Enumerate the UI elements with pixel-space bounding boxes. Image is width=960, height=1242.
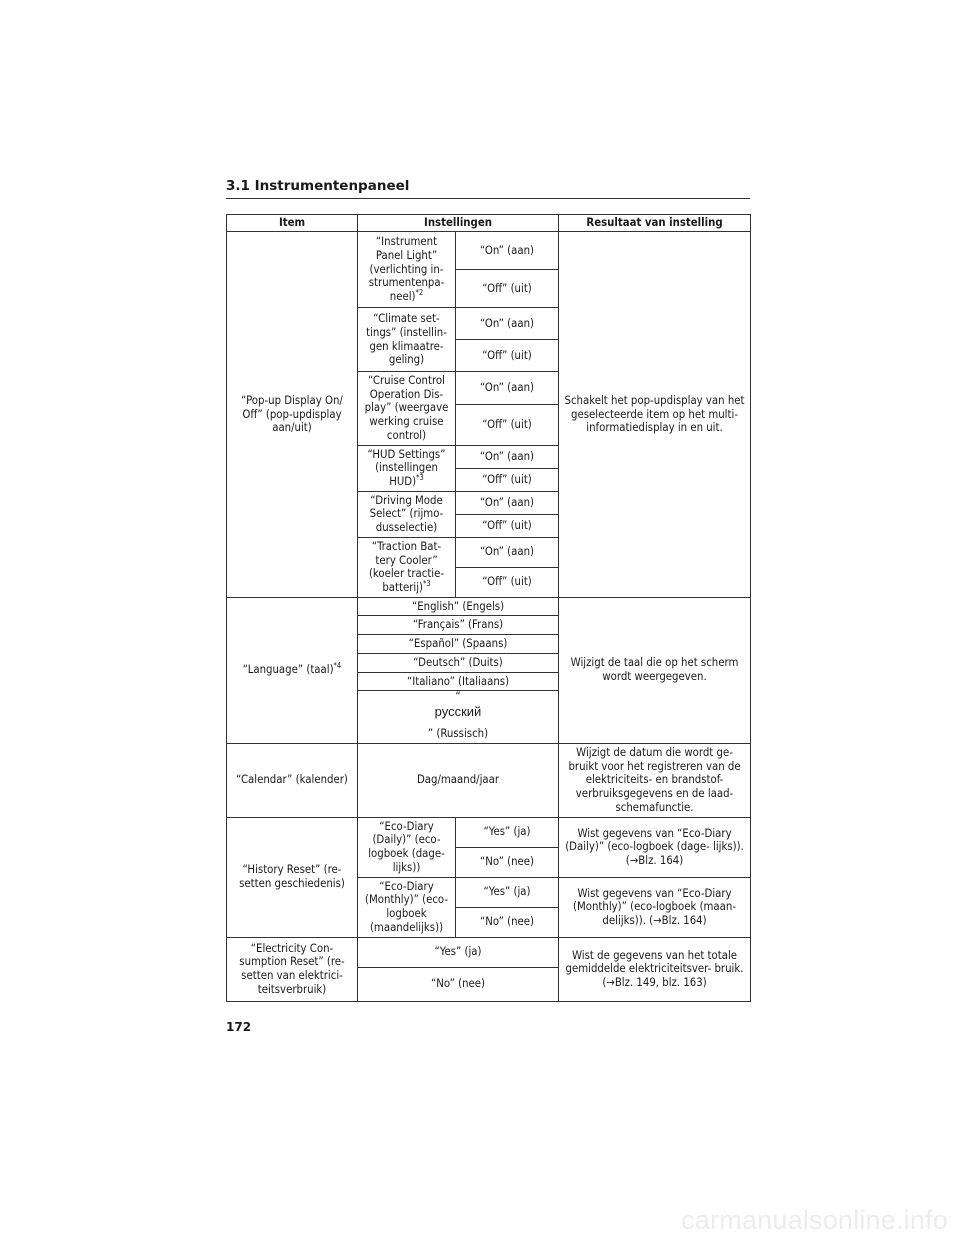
header-settings: Instellingen <box>358 215 559 232</box>
setting-on: “On” (aan) <box>456 372 559 405</box>
setting-on: “On” (aan) <box>456 445 559 468</box>
language-option: “Français” (Frans) <box>358 616 559 635</box>
popup-subitem: “Climate set- tings” (instellin- gen klimaatre- geling) <box>358 308 456 372</box>
calendar-item-cell: “Calendar” (kalender) <box>227 743 358 817</box>
language-item-cell: “Language” (taal)$^{*4}$ <box>227 597 358 743</box>
language-option: “Deutsch” (Duits) <box>358 653 559 672</box>
electricity-item-cell: “Electricity Con- sumption Reset” (re- setten van elektrici- teitsverbruik) <box>227 937 358 1001</box>
popup-subitem: “Cruise Control Operation Dis- play” (weergave werking cruise control) <box>358 372 456 446</box>
setting-off: “Off” (uit) <box>456 405 559 445</box>
table-row <box>227 597 751 616</box>
popup-result-cell: Schakelt het pop-updisplay van het geselecteerde item op het multi-informatiedisplay in en uit. <box>559 232 751 598</box>
language-option: “Italiano” (Italiaans) <box>358 672 559 691</box>
table-row <box>227 817 751 847</box>
language-option: “English” (Engels) <box>358 597 559 616</box>
language-result-cell: Wijzigt de taal die op het scherm wordt weergegeven. <box>559 597 751 743</box>
history-monthly-result: Wist gegevens van “Eco-Diary (Monthly)” (eco-logboek (maan- delijks)). (→Blz. 164) <box>559 877 751 937</box>
setting-off: “Off” (uit) <box>456 340 559 372</box>
setting-off: “Off” (uit) <box>456 468 559 491</box>
setting-on: “On” (aan) <box>456 232 559 270</box>
setting-off: “Off” (uit) <box>456 270 559 308</box>
setting-off: “Off” (uit) <box>456 567 559 597</box>
popup-subitem: “Instrument Panel Light” (verlichting in- strumentenpa- neel)$^{*2}$ <box>358 232 456 308</box>
setting-yes: “Yes” (ja) <box>456 817 559 847</box>
setting-off: “Off” (uit) <box>456 514 559 537</box>
table-row <box>227 232 751 270</box>
language-option: “Español” (Spaans) <box>358 635 559 654</box>
setting-yes: “Yes” (ja) <box>358 937 559 967</box>
history-daily-label: “Eco-Diary (Daily)” (eco- logboek (dage- lijks)) <box>358 817 456 877</box>
section-title: 3.1 Instrumentenpaneel <box>226 178 750 199</box>
popup-subitem: “Driving Mode Select” (rijmo- dusselectie) <box>358 491 456 537</box>
setting-on: “On” (aan) <box>456 308 559 340</box>
setting-on: “On” (aan) <box>456 537 559 567</box>
calendar-setting: Dag/maand/jaar <box>358 743 559 817</box>
popup-subitem: “HUD Settings” (instellingen HUD)$^{*3}$ <box>358 445 456 491</box>
electricity-result-cell: Wist de gegevens van het totale gemiddelde elektriciteitsver- bruik. (→Blz. 149, blz. 163) <box>559 937 751 1001</box>
history-item-cell: “History Reset” (re- setten geschiedenis) <box>227 817 358 937</box>
calendar-result-cell: Wijzigt de datum die wordt ge- bruikt voor het registreren van de elektriciteits- en brandstof- verbruiksgegevens en de laad- schemafunctie. <box>559 743 751 817</box>
history-daily-result: Wist gegevens van “Eco-Diary (Daily)” (eco-logboek (dage- lijks)). (→Blz. 164) <box>559 817 751 877</box>
header-item: Item <box>227 215 358 232</box>
settings-table <box>226 214 751 1002</box>
popup-subitem: “Traction Bat- tery Cooler” (koeler tractie- batterij)$^{*3}$ <box>358 537 456 597</box>
setting-no: “No” (nee) <box>358 967 559 1001</box>
setting-no: “No” (nee) <box>456 907 559 937</box>
table-row <box>227 937 751 967</box>
setting-no: “No” (nee) <box>456 847 559 877</box>
page-number: 172 <box>226 1020 252 1034</box>
setting-on: “On” (aan) <box>456 491 559 514</box>
language-option-russian: “ русский ” (Russisch) <box>358 691 559 743</box>
table-row <box>227 743 751 817</box>
watermark: carmanualsonline.info <box>681 1205 948 1235</box>
popup-item-cell: “Pop-up Display On/ Off” (pop-updisplay aan/uit) <box>227 232 358 598</box>
history-monthly-label: “Eco-Diary (Monthly)” (eco-logboek (maandelijks)) <box>358 877 456 937</box>
table-header-row <box>227 215 751 232</box>
header-result: Resultaat van instelling <box>559 215 751 232</box>
setting-yes: “Yes” (ja) <box>456 877 559 907</box>
